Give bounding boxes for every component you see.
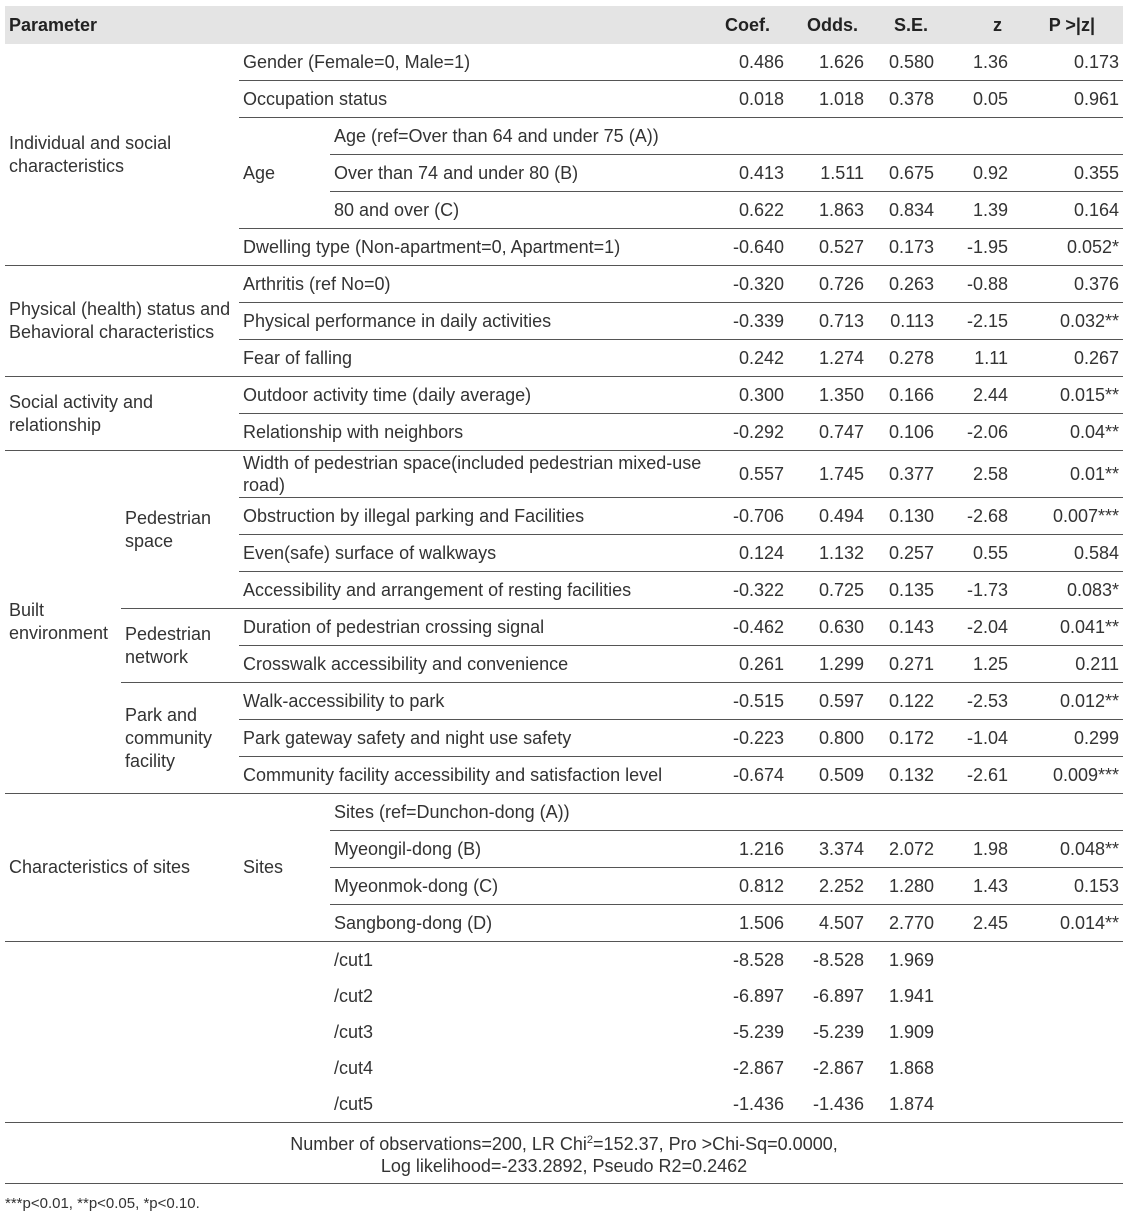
odds-cell: -1.436: [812, 1093, 864, 1114]
se-cell: 2.072: [868, 831, 948, 868]
z-cell: -1.95: [948, 229, 1028, 266]
odds-cell: -2.867: [812, 1057, 864, 1078]
header-odds: Odds.: [788, 6, 868, 44]
z-cell: -2.06: [948, 414, 1028, 451]
se-cell: 0.263: [868, 266, 948, 303]
p-cell: 0.041**: [1028, 609, 1123, 646]
coef-cell: -8.528: [708, 942, 788, 979]
p-cell: 0.355: [1028, 155, 1123, 192]
p-cell: 0.052*: [1028, 229, 1123, 266]
model-summary: [5, 1123, 1123, 1184]
p-cell: 0.083*: [1028, 572, 1123, 609]
row-label: /cut1: [330, 942, 708, 979]
z-cell: 1.43: [948, 868, 1028, 905]
empty-cell: [948, 1014, 1028, 1050]
coef-cell: 0.018: [708, 81, 788, 118]
coef-cell: -0.322: [708, 572, 788, 609]
regression-table-container: [5, 6, 1123, 1184]
se-cell: 0.122: [868, 683, 948, 720]
significance-footnote: ***p<0.01, **p<0.05, *p<0.10.: [5, 1195, 200, 1212]
row-label: Duration of pedestrian crossing signal: [239, 609, 708, 646]
row-label: Even(safe) surface of walkways: [239, 535, 708, 572]
coef-cell: 0.261: [708, 646, 788, 683]
z-cell: -1.73: [948, 572, 1028, 609]
z-cell: 2.44: [948, 377, 1028, 414]
p-cell: 0.014**: [1028, 905, 1123, 942]
se-cell: 2.770: [868, 905, 948, 942]
coef-cell: -6.897: [732, 985, 784, 1006]
empty-cell: [1028, 1014, 1123, 1050]
se-cell: 0.834: [868, 192, 948, 229]
se-cell: 0.132: [868, 757, 948, 794]
coef-cell: 0.486: [738, 51, 784, 72]
empty-cell: [1028, 978, 1123, 1014]
table-row: [5, 609, 1123, 646]
row-label: Gender (Female=0, Male=1): [243, 51, 471, 72]
coef-cell: 0.812: [708, 868, 788, 905]
odds-cell: 1.745: [788, 451, 868, 498]
table-row: [5, 978, 1123, 1014]
row-label: Accessibility and arrangement of resting facilities: [239, 572, 708, 609]
odds-cell: -6.897: [812, 985, 864, 1006]
odds-cell: 0.726: [788, 266, 868, 303]
p-cell: 0.007***: [1028, 498, 1123, 535]
table-row: [5, 451, 1123, 498]
odds-cell: 1.299: [788, 646, 868, 683]
p-cell: 0.032**: [1028, 303, 1123, 340]
summary-line1-pre: Number of observations=200, LR Chi: [290, 1134, 587, 1154]
summary-line1-post: =152.37, Pro >Chi-Sq=0.0000,: [593, 1134, 838, 1154]
row-label: Width of pedestrian space(included pedestrian mixed-use road): [239, 451, 708, 498]
table-row: [5, 44, 1123, 81]
coef-cell: -0.339: [708, 303, 788, 340]
z-cell: 0.05: [948, 81, 1028, 118]
row-label: Over than 74 and under 80 (B): [330, 155, 708, 192]
header-row: [5, 6, 1123, 44]
se-cell: 0.143: [868, 609, 948, 646]
row-label: Community facility accessibility and satisfaction level: [239, 757, 708, 794]
z-cell: -1.04: [948, 720, 1028, 757]
z-cell: 1.11: [948, 340, 1028, 377]
table-row: [5, 794, 1123, 831]
odds-cell: 4.507: [788, 905, 868, 942]
se-cell: 0.377: [868, 451, 948, 498]
regression-table: [5, 6, 1123, 1184]
p-cell: 0.04**: [1028, 414, 1123, 451]
z-cell: -0.88: [948, 266, 1028, 303]
coef-cell: -0.223: [708, 720, 788, 757]
odds-cell: -5.239: [812, 1021, 864, 1042]
coef-cell: 0.557: [708, 451, 788, 498]
row-label: Myeonmok-dong (C): [330, 868, 708, 905]
se-cell: 0.675: [868, 155, 948, 192]
se-cell: 0.166: [868, 377, 948, 414]
coef-cell: -0.706: [708, 498, 788, 535]
p-cell: 0.961: [1028, 81, 1123, 118]
empty-cell: [948, 1050, 1028, 1086]
odds-cell: 0.725: [788, 572, 868, 609]
odds-cell: 0.713: [788, 303, 868, 340]
z-cell: -2.53: [948, 683, 1028, 720]
se-cell: 0.278: [868, 340, 948, 377]
header-se: S.E.: [868, 6, 948, 44]
coef-cell: -0.292: [708, 414, 788, 451]
se-cell: 1.874: [888, 1093, 934, 1114]
empty-cell: [1028, 942, 1123, 979]
table-row: [5, 1014, 1123, 1050]
z-cell: -2.61: [948, 757, 1028, 794]
coef-cell: 0.124: [708, 535, 788, 572]
coef-cell: 0.413: [708, 155, 788, 192]
empty-cell: [948, 942, 1028, 979]
z-cell: 0.92: [948, 155, 1028, 192]
coef-cell: 1.506: [708, 905, 788, 942]
odds-cell: 1.350: [788, 377, 868, 414]
section-label-physical: Physical (health) status and Behavioral characteristics: [5, 266, 239, 377]
p-cell: 0.164: [1028, 192, 1123, 229]
table-row: [5, 377, 1123, 414]
odds-cell: 1.863: [788, 192, 868, 229]
empty-cell: [5, 978, 330, 1014]
p-cell: 0.01**: [1028, 451, 1123, 498]
z-cell: -2.15: [948, 303, 1028, 340]
odds-cell: 0.527: [788, 229, 868, 266]
header-coef: Coef.: [708, 6, 788, 44]
se-cell: 0.378: [868, 81, 948, 118]
z-cell: 1.39: [948, 192, 1028, 229]
coef-cell: 0.242: [708, 340, 788, 377]
odds-cell: 1.132: [788, 535, 868, 572]
p-cell: 0.211: [1028, 646, 1123, 683]
summary-row: [5, 1123, 1123, 1184]
empty-cell: [5, 1086, 330, 1123]
row-label: Relationship with neighbors: [239, 414, 708, 451]
se-cell: 1.909: [888, 1021, 934, 1042]
coef-cell: 0.622: [708, 192, 788, 229]
odds-cell: 0.747: [788, 414, 868, 451]
row-label: Park gateway safety and night use safety: [239, 720, 708, 757]
odds-cell: 0.509: [788, 757, 868, 794]
odds-cell: 1.626: [818, 51, 864, 72]
header-p: P >|z|: [1028, 6, 1123, 44]
header-z: z: [948, 6, 1028, 44]
coef-cell: -2.867: [732, 1057, 784, 1078]
row-label: /cut2: [334, 985, 374, 1006]
subgroup-label-sites: Sites: [239, 794, 330, 942]
p-cell: 0.153: [1028, 868, 1123, 905]
coef-cell: 1.216: [708, 831, 788, 868]
odds-cell: 1.511: [788, 155, 868, 192]
z-cell: 1.98: [948, 831, 1028, 868]
z-cell: 2.45: [948, 905, 1028, 942]
z-cell: 2.58: [948, 451, 1028, 498]
row-label: Dwelling type (Non-apartment=0, Apartment=1): [239, 229, 708, 266]
p-cell: 0.012**: [1028, 683, 1123, 720]
row-label: Outdoor activity time (daily average): [239, 377, 708, 414]
empty-cell: [948, 1086, 1028, 1123]
empty-cell: [948, 978, 1028, 1014]
row-label: Walk-accessibility to park: [239, 683, 708, 720]
se-cell: 0.257: [868, 535, 948, 572]
se-cell: 0.113: [868, 303, 948, 340]
section-label-social: Social activity and relationship: [5, 377, 239, 451]
row-label: Age (ref=Over than 64 and under 75 (A)): [330, 118, 1123, 155]
empty-cell: [1028, 1086, 1123, 1123]
p-cell: 0.267: [1028, 340, 1123, 377]
odds-cell: 0.597: [788, 683, 868, 720]
se-cell: 0.173: [868, 229, 948, 266]
z-cell: 0.55: [948, 535, 1028, 572]
row-label: Sangbong-dong (D): [330, 905, 708, 942]
odds-cell: -8.528: [788, 942, 868, 979]
coef-cell: -5.239: [732, 1021, 784, 1042]
odds-cell: 0.630: [788, 609, 868, 646]
table-row: [5, 942, 1123, 979]
coef-cell: -0.462: [708, 609, 788, 646]
odds-cell: 1.018: [788, 81, 868, 118]
subgroup-label-pedestrian-network: Pedestrian network: [121, 609, 239, 683]
se-cell: 0.172: [868, 720, 948, 757]
se-cell: 0.130: [868, 498, 948, 535]
row-label: Physical performance in daily activities: [239, 303, 708, 340]
se-cell: 0.271: [868, 646, 948, 683]
p-cell: 0.015**: [1028, 377, 1123, 414]
z-cell: 1.36: [972, 51, 1008, 72]
row-label: Myeongil-dong (B): [330, 831, 708, 868]
se-cell: 0.106: [868, 414, 948, 451]
row-label: Crosswalk accessibility and convenience: [239, 646, 708, 683]
summary-superscript: 2: [586, 1134, 594, 1146]
coef-cell: -0.515: [708, 683, 788, 720]
table-row: [5, 1050, 1123, 1086]
coef-cell: 0.300: [708, 377, 788, 414]
empty-cell: [5, 1014, 330, 1050]
se-cell: 1.280: [868, 868, 948, 905]
se-cell: 0.580: [888, 51, 934, 72]
p-cell: 0.048**: [1028, 831, 1123, 868]
subgroup-label-pedestrian-space: Pedestrian space: [121, 451, 239, 609]
row-label: /cut5: [334, 1093, 374, 1114]
coef-cell: -0.320: [708, 266, 788, 303]
odds-cell: 2.252: [788, 868, 868, 905]
p-cell: 0.299: [1028, 720, 1123, 757]
coef-cell: -1.436: [732, 1093, 784, 1114]
row-label: /cut3: [334, 1021, 374, 1042]
row-label: 80 and over (C): [330, 192, 708, 229]
table-row: [5, 1086, 1123, 1123]
subgroup-label-age: Age: [239, 118, 330, 229]
row-label: /cut4: [334, 1057, 374, 1078]
section-label-sites: Characteristics of sites: [5, 794, 239, 942]
odds-cell: 1.274: [788, 340, 868, 377]
z-cell: 1.25: [948, 646, 1028, 683]
p-cell: 0.584: [1028, 535, 1123, 572]
table-row: [5, 683, 1123, 720]
se-cell: 1.868: [888, 1057, 934, 1078]
row-label: Obstruction by illegal parking and Facilities: [239, 498, 708, 535]
section-label-built: Built environment: [5, 451, 121, 794]
p-cell: 0.009***: [1028, 757, 1123, 794]
p-cell: 0.376: [1028, 266, 1123, 303]
se-cell: 1.941: [888, 985, 934, 1006]
row-label: Arthritis (ref No=0): [239, 266, 708, 303]
empty-cell: [1028, 1050, 1123, 1086]
row-label: Fear of falling: [239, 340, 708, 377]
odds-cell: 0.800: [788, 720, 868, 757]
empty-cell: [5, 942, 330, 979]
section-label-individual: Individual and social characteristics: [9, 132, 172, 176]
se-cell: 1.969: [868, 942, 948, 979]
se-cell: 0.135: [868, 572, 948, 609]
p-cell: 0.173: [1073, 51, 1119, 72]
odds-cell: 0.494: [788, 498, 868, 535]
empty-cell: [5, 1050, 330, 1086]
subgroup-label-park: Park and community facility: [121, 683, 239, 794]
coef-cell: -0.640: [708, 229, 788, 266]
header-parameter: Parameter: [5, 6, 708, 44]
z-cell: -2.04: [948, 609, 1028, 646]
summary-line2: Log likelihood=-233.2892, Pseudo R2=0.2462: [380, 1156, 748, 1176]
row-label: Sites (ref=Dunchon-dong (A)): [330, 794, 1123, 831]
table-row: [5, 266, 1123, 303]
odds-cell: 3.374: [788, 831, 868, 868]
coef-cell: -0.674: [708, 757, 788, 794]
row-label: Occupation status: [239, 81, 708, 118]
z-cell: -2.68: [948, 498, 1028, 535]
